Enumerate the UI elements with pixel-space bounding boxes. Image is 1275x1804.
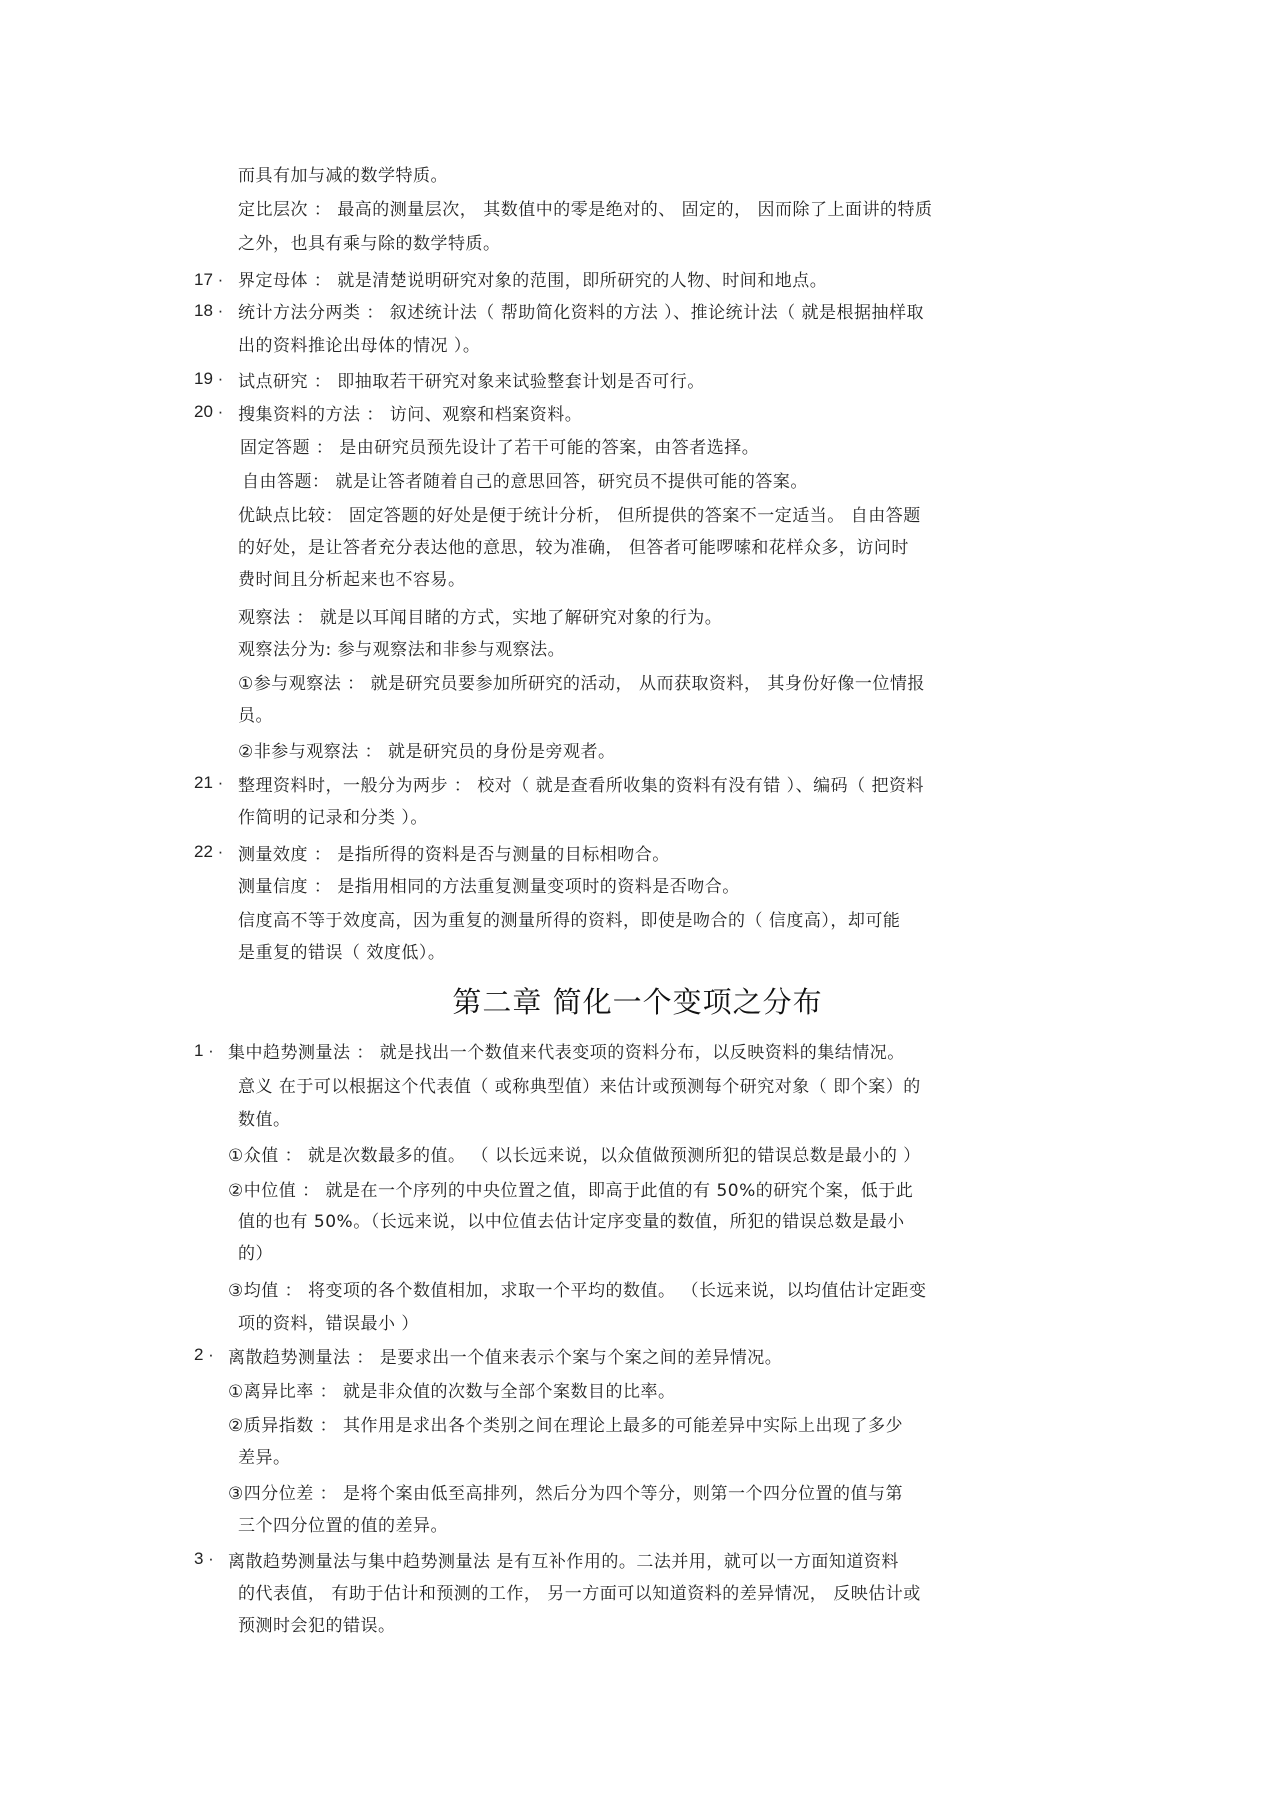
text-line: 费时间且分析起来也不容易。: [238, 570, 466, 590]
text-line: 定比层次 ： 最高的测量层次， 其数值中的零是绝对的、 固定的， 因而除了上面讲的特质: [238, 200, 933, 220]
text-line: 界定母体 ： 就是清楚说明研究对象的范围，即所研究的人物、时间和地点。: [238, 271, 828, 291]
text-line: 之外，也具有乘与除的数学特质。: [238, 234, 501, 254]
text-line: 固定答题 ： 是由研究员预先设计了若干可能的答案，由答者选择。: [240, 438, 760, 458]
text-line: ③均值 ： 将变项的各个数值相加，求取一个平均的数值。 （长远来说，以均值估计定距变: [228, 1281, 927, 1301]
item-number: 2 ·: [194, 1345, 214, 1364]
text-line: 意义 在于可以根据这个代表值（ 或称典型值）来估计或预测每个研究对象（ 即个案）的: [238, 1077, 921, 1097]
text-line: 作简明的记录和分类 ）。: [238, 808, 428, 828]
item-number: 3 ·: [194, 1549, 214, 1568]
text-line: 统计方法分两类 ： 叙述统计法（ 帮助简化资料的方法 ）、推论统计法（ 就是根据抽样取: [238, 303, 925, 323]
item-number: 21 ·: [194, 773, 224, 792]
text-line: 的）: [238, 1244, 273, 1264]
text-line: ②非参与观察法 ： 就是研究员的身份是旁观者。: [238, 742, 616, 762]
text-line: ③四分位差 ： 是将个案由低至高排列，然后分为四个等分，则第一个四分位置的值与第: [228, 1484, 904, 1504]
item-number: 1 ·: [194, 1041, 214, 1060]
text-line: 是重复的错误（ 效度低）。: [238, 943, 446, 963]
text-line: 数值。: [238, 1110, 291, 1130]
text-line: 搜集资料的方法 ： 访问、观察和档案资料。: [238, 405, 583, 425]
text-line: 观察法 ： 就是以耳闻目睹的方式，实地了解研究对象的行为。: [238, 608, 723, 628]
text-line: ①参与观察法 ： 就是研究员要参加所研究的活动， 从而获取资料， 其身份好像一位情报: [238, 674, 925, 694]
text-line: 预测时会犯的错误。: [238, 1616, 396, 1636]
text-line: 项的资料，错误最小 ）: [238, 1314, 419, 1334]
text-line: 值的也有 50%。（长远来说，以中位值去估计定序变量的数值，所犯的错误总数是最小: [238, 1212, 905, 1232]
text-line: 信度高不等于效度高，因为重复的测量所得的资料，即使是吻合的（ 信度高），却可能: [238, 911, 901, 931]
text-line: 的好处，是让答者充分表达他的意思，较为准确， 但答者可能啰嗦和花样众多，访问时: [238, 538, 909, 558]
item-number: 18 ·: [194, 301, 224, 320]
item-number: 17 ·: [194, 270, 224, 289]
text-line: 自由答题： 就是让答者随着自己的意思回答，研究员不提供可能的答案。: [242, 472, 808, 492]
text-line: 而具有加与减的数学特质。: [238, 166, 448, 186]
text-line: 集中趋势测量法 ： 就是找出一个数值来代表变项的资料分布，以反映资料的集结情况。: [228, 1043, 905, 1063]
text-line: ②质异指数 ： 其作用是求出各个类别之间在理论上最多的可能差异中实际上出现了多少: [228, 1416, 904, 1436]
text-line: 三个四分位置的值的差异。: [238, 1516, 448, 1536]
text-line: 试点研究 ： 即抽取若干研究对象来试验整套计划是否可行。: [238, 372, 705, 392]
text-line: 离散趋势测量法 ： 是要求出一个值来表示个案与个案之间的差异情况。: [228, 1348, 783, 1368]
item-number: 19 ·: [194, 369, 224, 388]
text-line: 测量效度 ： 是指所得的资料是否与测量的目标相吻合。: [238, 845, 670, 865]
text-line: ②中位值 ： 就是在一个序列的中央位置之值，即高于此值的有 50%的研究个案，低于此: [228, 1181, 914, 1201]
text-line: 测量信度 ： 是指用相同的方法重复测量变项时的资料是否吻合。: [238, 877, 740, 897]
text-line: 差异。: [238, 1448, 291, 1468]
chapter-title: 第二章 简化一个变项之分布: [452, 985, 823, 1019]
text-line: ①离异比率 ： 就是非众值的次数与全部个案数目的比率。: [228, 1382, 676, 1402]
text-line: 整理资料时，一般分为两步 ： 校对（ 就是查看所收集的资料有没有错 ）、编码（ 把资料: [238, 776, 925, 796]
text-line: ①众值 ： 就是次数最多的值。 （ 以长远来说，以众值做预测所犯的错误总数是最小的 ）: [228, 1146, 921, 1166]
text-line: 出的资料推论出母体的情况 ）。: [238, 336, 481, 356]
text-line: 观察法分为: 参与观察法和非参与观察法。: [238, 640, 566, 660]
text-line: 员。: [238, 706, 273, 726]
text-line: 优缺点比较： 固定答题的好处是便于统计分析， 但所提供的答案不一定适当。 自由答题: [238, 506, 921, 526]
text-line: 的代表值， 有助于估计和预测的工作， 另一方面可以知道资料的差异情况， 反映估计或: [238, 1584, 921, 1604]
item-number: 22 ·: [194, 842, 224, 861]
text-line: 离散趋势测量法与集中趋势测量法 是有互补作用的。二法并用，就可以一方面知道资料: [228, 1552, 899, 1572]
item-number: 20 ·: [194, 402, 224, 421]
